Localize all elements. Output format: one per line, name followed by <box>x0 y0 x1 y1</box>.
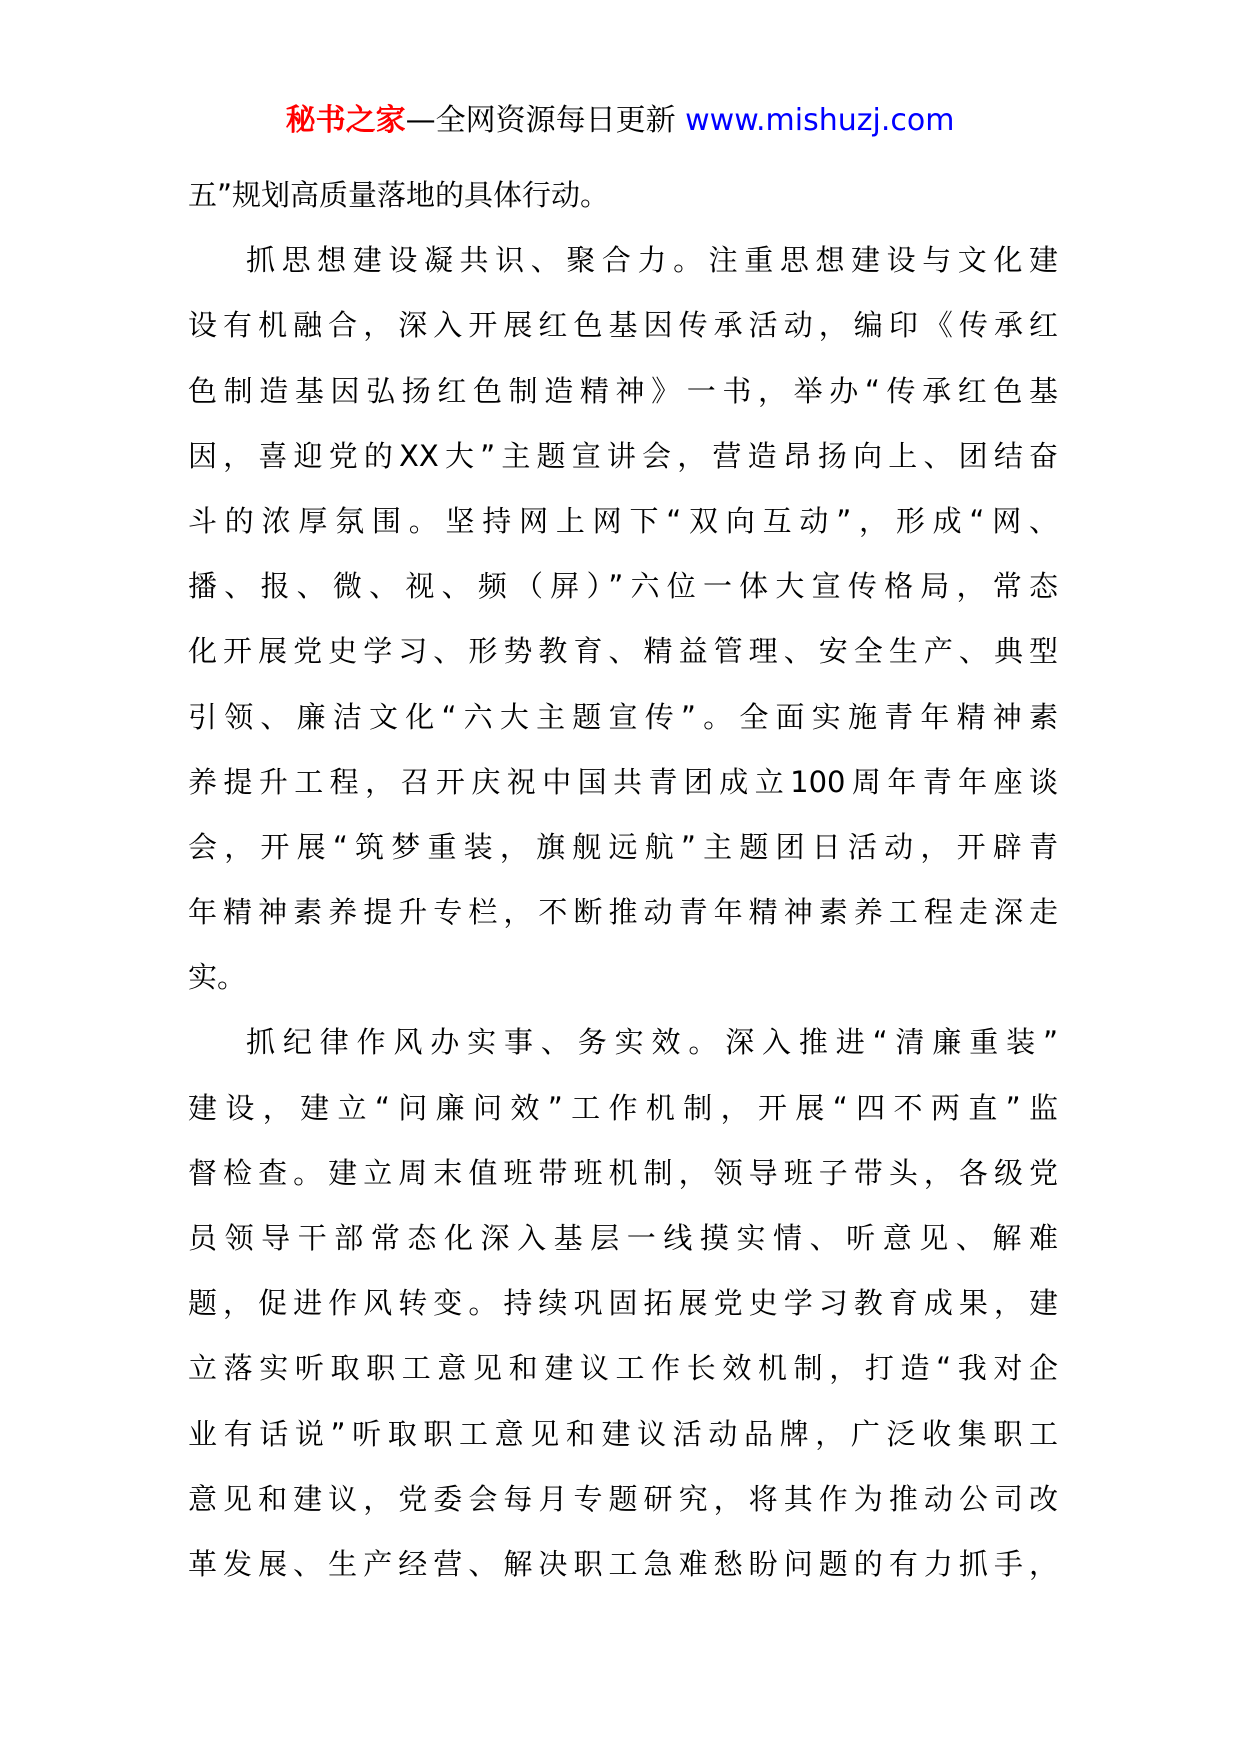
text-line: 五”规划高质量落地的具体行动。 <box>188 178 610 212</box>
watermark-header <box>0 98 1240 144</box>
text-line: 业有话说”听取职工意见和建议活动品牌，广泛收集职工 <box>188 1416 1058 1451</box>
text-line: 督检查。建立周末值班带班机制，领导班子带头，各级党 <box>188 1155 1058 1190</box>
text-line: 立落实听取职工意见和建议工作长效机制，打造“我对企 <box>188 1351 1058 1386</box>
text-line: 年精神素养提升专栏，不断推动青年精神素养工程走深走 <box>188 895 1058 930</box>
text-line: 会，开展“筑梦重装，旗舰远航”主题团日活动，开辟青 <box>188 829 1058 864</box>
text-line: 因，喜迎党的XX大”主题宣讲会，营造昂扬向上、团结奋 <box>188 438 1058 473</box>
text-line: 实。 <box>188 960 247 995</box>
text-line: 设有机融合，深入开展红色基因传承活动，编印《传承红 <box>188 308 1058 343</box>
text-line: 题，促进作风转变。持续巩固拓展党史学习教育成果，建 <box>188 1286 1058 1321</box>
paragraph-first-line: 抓纪律作风办实事、务实效。深入推进“清廉重装” <box>246 1025 1058 1060</box>
document-body <box>188 163 1058 1597</box>
text-line: 色制造基因弘扬红色制造精神》一书，举办“传承红色基 <box>188 373 1058 408</box>
text-line: 播、报、微、视、频（屏）”六位一体大宣传格局，常态 <box>188 569 1058 604</box>
text-line: 建设，建立“问廉问效”工作机制，开展“四不两直”监 <box>188 1090 1058 1125</box>
text-line: 养提升工程，召开庆祝中国共青团成立100周年青年座谈 <box>188 764 1058 799</box>
paragraph-first-line: 抓思想建设凝共识、聚合力。注重思想建设与文化建 <box>246 243 1058 278</box>
text-line: 引领、廉洁文化“六大主题宣传”。全面实施青年精神素 <box>188 699 1058 734</box>
text-line: 化开展党史学习、形势教育、精益管理、安全生产、典型 <box>188 634 1058 669</box>
site-url-link[interactable]: www.mishuzj.com <box>685 103 955 138</box>
text-line: 斗的浓厚氛围。坚持网上网下“双向互动”，形成“网、 <box>188 503 1058 538</box>
text-line: 意见和建议，党委会每月专题研究，将其作为推动公司改 <box>188 1481 1058 1516</box>
site-tagline: —全网资源每日更新 <box>405 103 676 138</box>
text-line: 革发展、生产经营、解决职工急难愁盼问题的有力抓手， <box>188 1546 1058 1581</box>
text-line: 员领导干部常态化深入基层一线摸实情、听意见、解难 <box>188 1221 1058 1255</box>
site-brand: 秘书之家 <box>285 103 406 138</box>
